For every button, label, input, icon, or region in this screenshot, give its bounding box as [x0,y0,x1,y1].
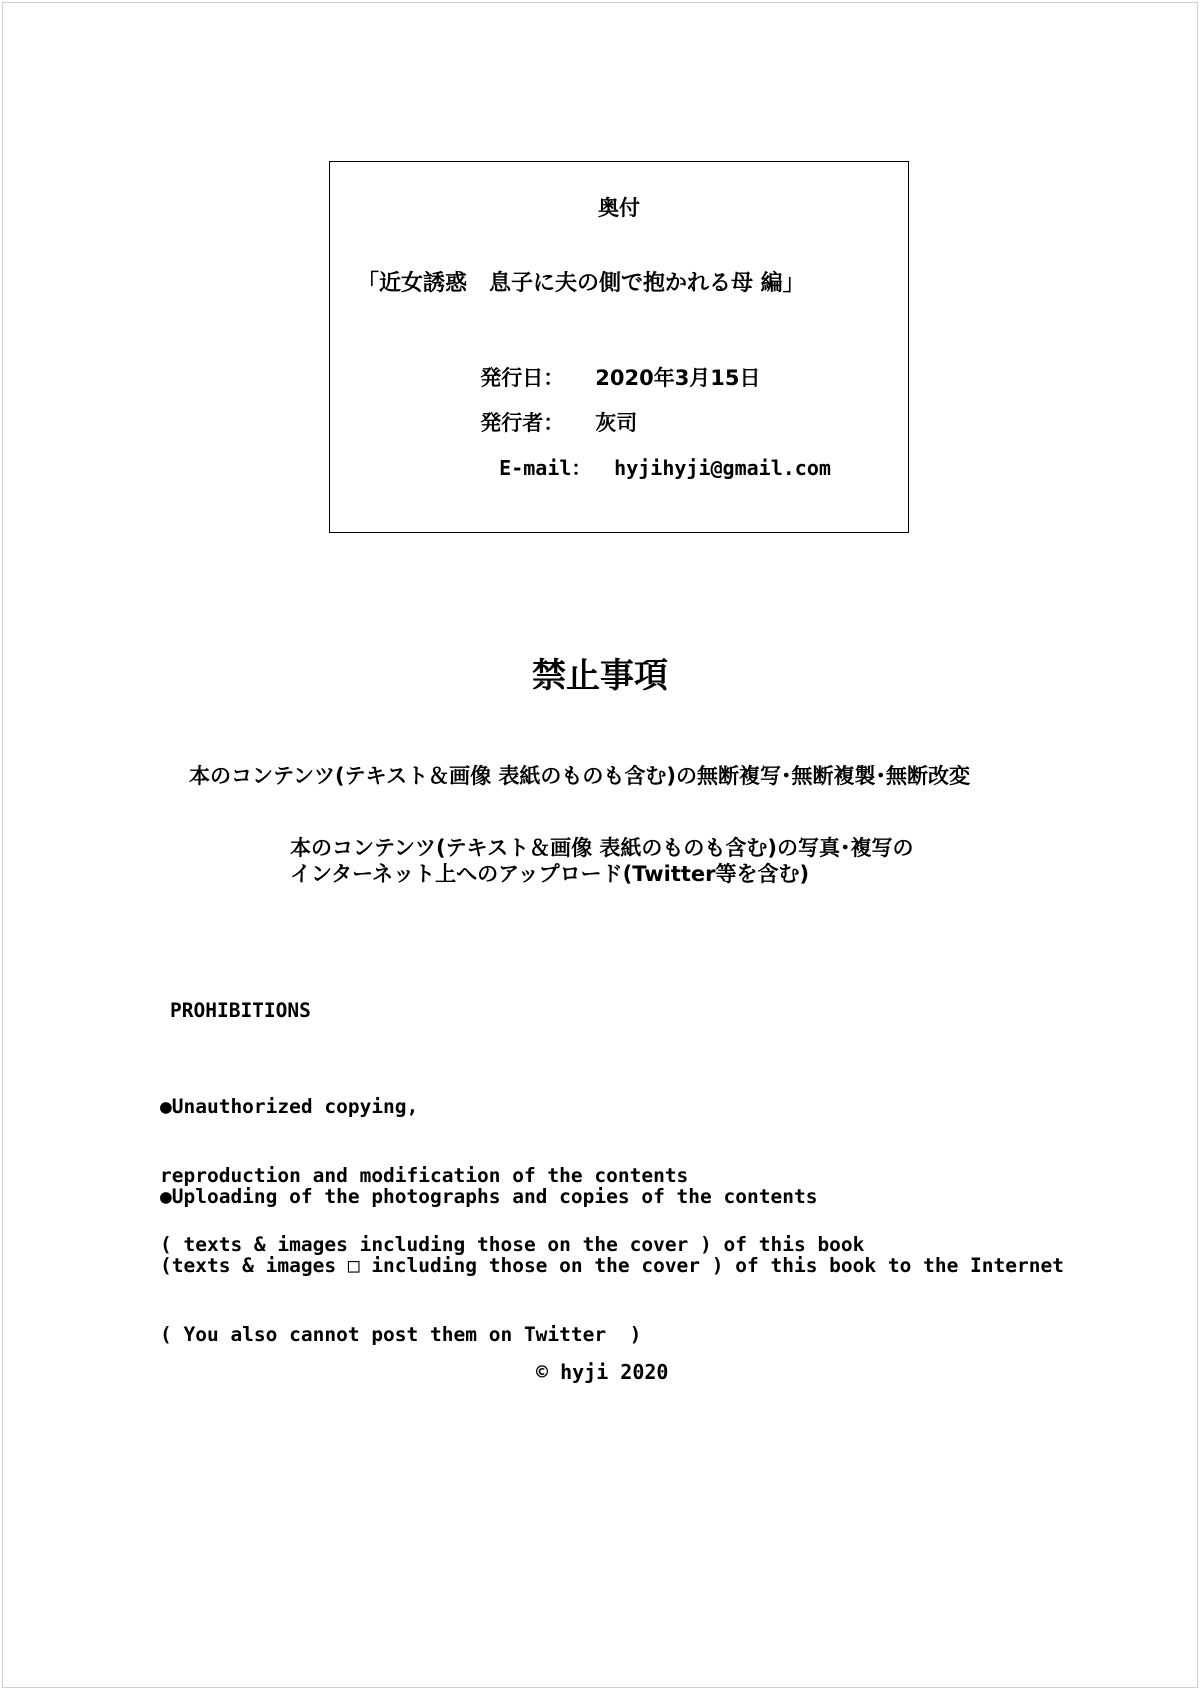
prohibition-en-item2-line3: ( You also cannot post them on Twitter ) [160,1323,642,1346]
prohibition-jp-item2-line1: 本のコンテンツ(テキスト＆画像 表紙のものも含む)の写真･複写の [290,836,914,860]
publish-date-value: 2020年3月15日 [595,366,761,390]
prohibition-en-item2-line1: ●Uploading of the photographs and copies of the contents [160,1185,818,1208]
email-label: E-mail： [499,456,592,480]
colophon-title: 「近女誘惑 息子に夫の側で抱かれる母 編」 [357,271,805,296]
colophon-heading: 奥付 [598,196,640,220]
publisher-value: 灰司 [595,411,638,435]
prohibition-jp-item1: 本のコンテンツ(テキスト＆画像 表紙のものも含む)の無断複写･無断複製･無断改変 [189,764,971,788]
email-row [451,428,831,505]
colophon-box [329,161,909,533]
email-value: hyjihyji@gmail.com [614,456,831,480]
prohibition-jp-item2-line2: インターネット上へのアップロード(Twitter等を含む) [290,862,810,886]
prohibitions-heading-jp: 禁止事項 [532,656,668,696]
prohibition-en-item2 [160,1139,1064,1369]
publish-date-label: 発行日： [480,366,565,390]
copyright-notice: © hyji 2020 [536,1360,669,1384]
prohibition-en-item1-line2: reproduction and modification of the contents [160,1164,689,1187]
prohibition-en-item2-line2: (texts & images □ including those on the cover ) of this book to the Internet [160,1254,1064,1277]
publisher-label: 発行者： [480,411,565,435]
prohibition-en-item1-line1: ●Unauthorized copying, [160,1095,419,1118]
prohibition-en-item1-line3: ( texts & images including those on the cover ) of this book [160,1233,865,1256]
prohibitions-heading-en: PROHIBITIONS [170,999,311,1022]
